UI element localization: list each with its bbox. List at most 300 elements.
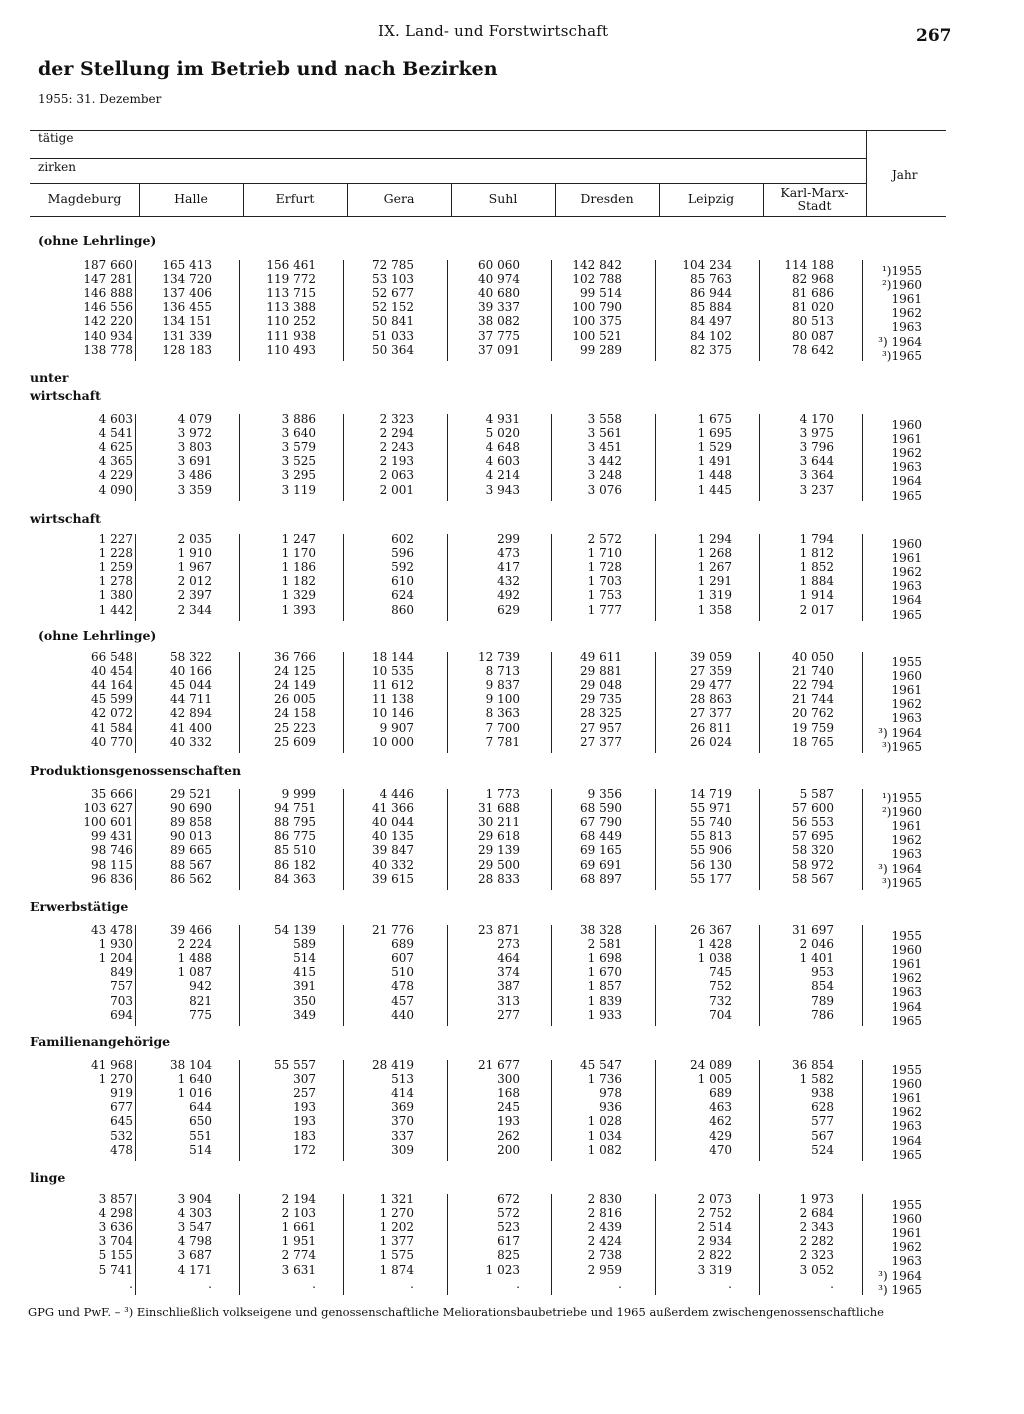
table-cell: 257 bbox=[293, 1086, 316, 1101]
year-label: 1963 bbox=[891, 711, 922, 726]
table-cell: 20 762 bbox=[792, 706, 834, 721]
table-cell: 551 bbox=[189, 1128, 212, 1143]
table-cell: 3 904 bbox=[177, 1192, 212, 1206]
year-label: 1962 bbox=[891, 833, 922, 848]
table-cell: 98 746 bbox=[91, 843, 133, 858]
table-cell: 1 773 bbox=[485, 787, 520, 801]
table-cell: 3 579 bbox=[281, 440, 316, 455]
year-label: 1961 bbox=[891, 1091, 922, 1106]
table-cell: 40 680 bbox=[478, 286, 520, 301]
table-cell: 193 bbox=[497, 1114, 520, 1129]
section-label: wirtschaft bbox=[30, 388, 101, 403]
table-cell: 1 874 bbox=[379, 1262, 414, 1277]
jahr-divider bbox=[866, 130, 867, 216]
table-cell: 81 020 bbox=[792, 300, 834, 315]
table-cell: . bbox=[830, 1276, 834, 1291]
table-cell: 19 759 bbox=[792, 720, 834, 735]
year-label: 1955 bbox=[891, 655, 922, 669]
table-cell: 2 046 bbox=[799, 937, 834, 952]
year-label: 1960 bbox=[891, 1212, 922, 1227]
table-cell: 2 063 bbox=[379, 468, 414, 483]
table-cell: 85 763 bbox=[690, 272, 732, 287]
footnote: GPG und PwF. – ³) Einschließlich volkseigene und genossenschaftliche Meliorationsbaubetriebe und 1965 außerdem zwischengenossenschaftliche bbox=[28, 1305, 884, 1319]
table-cell: 514 bbox=[293, 951, 316, 966]
year-label: 1963 bbox=[891, 1254, 922, 1269]
table-cell: 2 323 bbox=[379, 412, 414, 426]
table-cell: 29 618 bbox=[478, 829, 520, 844]
table-cell: 49 611 bbox=[580, 650, 622, 664]
table-cell: 1 228 bbox=[98, 546, 133, 561]
table-cell: 14 719 bbox=[690, 787, 732, 801]
table-cell: 84 363 bbox=[274, 871, 316, 886]
table-cell: 374 bbox=[497, 965, 520, 980]
table-cell: 978 bbox=[599, 1086, 622, 1101]
table-cell: 38 328 bbox=[580, 923, 622, 937]
table-cell: 942 bbox=[189, 979, 212, 994]
header-rule-cols bbox=[30, 183, 866, 184]
column-header: Suhl bbox=[488, 191, 518, 206]
table-cell: 532 bbox=[110, 1128, 133, 1143]
table-cell: 1 640 bbox=[177, 1072, 212, 1087]
table-cell: 137 406 bbox=[162, 286, 212, 301]
table-cell: 3 451 bbox=[587, 440, 622, 455]
table-cell: 40 770 bbox=[91, 734, 133, 749]
table-cell: 1 247 bbox=[281, 532, 316, 546]
table-cell: 3 640 bbox=[281, 426, 316, 441]
table-cell: 757 bbox=[110, 979, 133, 994]
table-cell: 4 365 bbox=[98, 454, 133, 469]
table-cell: 617 bbox=[497, 1234, 520, 1249]
table-cell: 45 547 bbox=[580, 1058, 622, 1072]
year-label: 1962 bbox=[891, 306, 922, 321]
table-cell: 100 790 bbox=[572, 300, 622, 315]
table-cell: 100 375 bbox=[572, 314, 622, 329]
table-cell: 88 795 bbox=[274, 815, 316, 830]
table-cell: 596 bbox=[391, 546, 414, 561]
table-cell: 462 bbox=[709, 1114, 732, 1129]
table-cell: 98 115 bbox=[91, 857, 133, 872]
table-cell: 524 bbox=[811, 1142, 834, 1157]
table-cell: 28 419 bbox=[372, 1058, 414, 1072]
table-cell: 821 bbox=[189, 993, 212, 1008]
table-cell: . bbox=[410, 1276, 414, 1291]
table-cell: 1 488 bbox=[177, 951, 212, 966]
table-cell: 23 871 bbox=[478, 923, 520, 937]
year-label: ³) 1965 bbox=[878, 1282, 922, 1297]
table-cell: 40 044 bbox=[372, 815, 414, 830]
page-number: 267 bbox=[916, 26, 952, 46]
table-cell: 66 548 bbox=[91, 650, 133, 664]
table-cell: 4 603 bbox=[485, 454, 520, 469]
table-cell: 42 894 bbox=[170, 706, 212, 721]
header-rule-bottom bbox=[30, 216, 946, 217]
table-cell: 1 695 bbox=[697, 426, 732, 441]
table-cell: 457 bbox=[391, 993, 414, 1008]
table-cell: 26 811 bbox=[690, 720, 732, 735]
table-cell: 12 739 bbox=[478, 650, 520, 664]
table-cell: 4 603 bbox=[98, 412, 133, 426]
table-cell: 577 bbox=[811, 1114, 834, 1129]
table-cell: 57 695 bbox=[792, 829, 834, 844]
table-cell: 24 089 bbox=[690, 1058, 732, 1072]
year-label: ¹)1955 bbox=[881, 264, 922, 278]
table-cell: 193 bbox=[293, 1114, 316, 1129]
table-cell: 689 bbox=[709, 1086, 732, 1101]
table-cell: 1 710 bbox=[587, 546, 622, 561]
table-cell: 78 642 bbox=[792, 342, 834, 357]
table-cell: 610 bbox=[391, 574, 414, 589]
table-cell: 9 837 bbox=[485, 678, 520, 693]
table-cell: 1 914 bbox=[799, 588, 834, 603]
table-cell: 4 229 bbox=[98, 468, 133, 483]
table-cell: 41 400 bbox=[170, 720, 212, 735]
table-cell: 277 bbox=[497, 1007, 520, 1022]
table-cell: 29 477 bbox=[690, 678, 732, 693]
table-cell: 677 bbox=[110, 1100, 133, 1115]
table-cell: 39 847 bbox=[372, 843, 414, 858]
table-cell: 9 100 bbox=[485, 692, 520, 707]
table-cell: 146 888 bbox=[83, 286, 133, 301]
year-label: 1965 bbox=[891, 1013, 922, 1028]
table-cell: 119 772 bbox=[266, 272, 316, 287]
table-cell: 103 627 bbox=[83, 801, 133, 816]
year-label: 1961 bbox=[891, 432, 922, 447]
table-cell: 82 968 bbox=[792, 272, 834, 287]
table-cell: 689 bbox=[391, 937, 414, 952]
table-cell: 417 bbox=[497, 560, 520, 575]
table-cell: 440 bbox=[391, 1007, 414, 1022]
year-label: ³) 1964 bbox=[878, 861, 922, 876]
table-cell: 9 999 bbox=[281, 787, 316, 801]
table-cell: 1 857 bbox=[587, 979, 622, 994]
table-cell: 1 294 bbox=[697, 532, 732, 546]
table-cell: 1 930 bbox=[98, 937, 133, 952]
column-divider bbox=[659, 183, 660, 216]
table-cell: 3 704 bbox=[98, 1234, 133, 1249]
table-cell: 1 910 bbox=[177, 546, 212, 561]
table-cell: 58 322 bbox=[170, 650, 212, 664]
year-label: 1961 bbox=[891, 292, 922, 307]
table-cell: 41 584 bbox=[91, 720, 133, 735]
table-cell: 52 677 bbox=[372, 286, 414, 301]
table-cell: 134 720 bbox=[162, 272, 212, 287]
table-cell: 89 665 bbox=[170, 843, 212, 858]
table-cell: 1 973 bbox=[799, 1192, 834, 1206]
year-label: 1961 bbox=[891, 819, 922, 834]
year-label: 1963 bbox=[891, 847, 922, 862]
table-cell: 42 072 bbox=[91, 706, 133, 721]
table-cell: 1 082 bbox=[587, 1142, 622, 1157]
table-cell: 3 248 bbox=[587, 468, 622, 483]
table-cell: 2 439 bbox=[587, 1220, 622, 1235]
year-label: 1962 bbox=[891, 565, 922, 580]
table-cell: 1 675 bbox=[697, 412, 732, 426]
year-label: ¹)1955 bbox=[881, 791, 922, 805]
table-cell: 2 572 bbox=[587, 532, 622, 546]
table-cell: 4 798 bbox=[177, 1234, 212, 1249]
table-cell: 2 323 bbox=[799, 1248, 834, 1263]
table-cell: 592 bbox=[391, 560, 414, 575]
table-cell: 1 661 bbox=[281, 1220, 316, 1235]
year-label: 1955 bbox=[891, 1063, 922, 1077]
table-cell: 102 788 bbox=[572, 272, 622, 287]
table-cell: 200 bbox=[497, 1142, 520, 1157]
year-label: ³)1965 bbox=[881, 348, 922, 363]
table-cell: 100 601 bbox=[83, 815, 133, 830]
year-label: 1962 bbox=[891, 697, 922, 712]
table-cell: 111 938 bbox=[266, 328, 316, 343]
table-cell: 28 863 bbox=[690, 692, 732, 707]
table-cell: 5 155 bbox=[98, 1248, 133, 1263]
table-cell: 1 329 bbox=[281, 588, 316, 603]
table-cell: 4 079 bbox=[177, 412, 212, 426]
table-cell: . bbox=[208, 1276, 212, 1291]
table-cell: 45 599 bbox=[91, 692, 133, 707]
table-cell: 775 bbox=[189, 1007, 212, 1022]
table-cell: 825 bbox=[497, 1248, 520, 1263]
table-cell: 128 183 bbox=[162, 342, 212, 357]
table-cell: 25 609 bbox=[274, 734, 316, 749]
table-cell: 86 944 bbox=[690, 286, 732, 301]
table-cell: 1 186 bbox=[281, 560, 316, 575]
table-cell: 68 590 bbox=[580, 801, 622, 816]
table-cell: 1 401 bbox=[799, 951, 834, 966]
table-cell: 30 211 bbox=[478, 815, 520, 830]
table-cell: 55 813 bbox=[690, 829, 732, 844]
table-cell: 704 bbox=[709, 1007, 732, 1022]
table-cell: 313 bbox=[497, 993, 520, 1008]
table-cell: 2 738 bbox=[587, 1248, 622, 1263]
table-cell: 41 968 bbox=[91, 1058, 133, 1072]
table-cell: 165 413 bbox=[162, 258, 212, 272]
table-cell: 10 146 bbox=[372, 706, 414, 721]
table-cell: 1 884 bbox=[799, 574, 834, 589]
table-cell: 1 491 bbox=[697, 454, 732, 469]
table-cell: 369 bbox=[391, 1100, 414, 1115]
table-cell: 1 967 bbox=[177, 560, 212, 575]
chapter-title: IX. Land- und Forstwirtschaft bbox=[378, 22, 609, 40]
table-cell: 602 bbox=[391, 532, 414, 546]
table-cell: 54 139 bbox=[274, 923, 316, 937]
section-label: Erwerbstätige bbox=[30, 899, 129, 914]
table-cell: 349 bbox=[293, 1007, 316, 1022]
table-cell: 21 677 bbox=[478, 1058, 520, 1072]
table-cell: 1 267 bbox=[697, 560, 732, 575]
table-cell: 29 139 bbox=[478, 843, 520, 858]
year-label: 1960 bbox=[891, 943, 922, 958]
table-cell: 1 034 bbox=[587, 1128, 622, 1143]
table-cell: 58 320 bbox=[792, 843, 834, 858]
table-cell: 1 448 bbox=[697, 468, 732, 483]
table-cell: 2 752 bbox=[697, 1206, 732, 1221]
table-cell: 4 446 bbox=[379, 787, 414, 801]
table-cell: 41 366 bbox=[372, 801, 414, 816]
table-cell: 938 bbox=[811, 1086, 834, 1101]
year-label: 1960 bbox=[891, 418, 922, 432]
table-cell: 3 631 bbox=[281, 1262, 316, 1277]
table-cell: 1 038 bbox=[697, 951, 732, 966]
column-divider bbox=[347, 183, 348, 216]
year-label: 1964 bbox=[891, 593, 922, 608]
table-cell: 82 375 bbox=[690, 342, 732, 357]
table-cell: 2 103 bbox=[281, 1206, 316, 1221]
table-cell: 138 778 bbox=[83, 342, 133, 357]
table-cell: . bbox=[129, 1276, 133, 1291]
table-cell: 262 bbox=[497, 1128, 520, 1143]
table-cell: 3 486 bbox=[177, 468, 212, 483]
table-cell: 40 332 bbox=[170, 734, 212, 749]
column-header: Magdeburg bbox=[47, 191, 122, 206]
table-cell: 55 906 bbox=[690, 843, 732, 858]
table-cell: 29 500 bbox=[478, 857, 520, 872]
table-cell: 3 796 bbox=[799, 440, 834, 455]
table-cell: 2 514 bbox=[697, 1220, 732, 1235]
head-row-2: zirken bbox=[38, 160, 76, 174]
table-cell: 492 bbox=[497, 588, 520, 603]
table-cell: 1 777 bbox=[587, 602, 622, 617]
table-cell: 672 bbox=[497, 1192, 520, 1206]
table-cell: 1 377 bbox=[379, 1234, 414, 1249]
table-cell: 3 119 bbox=[281, 482, 316, 497]
year-label: 1963 bbox=[891, 320, 922, 335]
table-cell: 3 972 bbox=[177, 426, 212, 441]
table-cell: 1 933 bbox=[587, 1007, 622, 1022]
table-cell: 2 193 bbox=[379, 454, 414, 469]
table-cell: 1 170 bbox=[281, 546, 316, 561]
table-cell: 10 535 bbox=[372, 664, 414, 679]
table-cell: 110 252 bbox=[266, 314, 316, 329]
table-cell: 29 881 bbox=[580, 664, 622, 679]
table-cell: 51 033 bbox=[372, 328, 414, 343]
table-cell: 1 028 bbox=[587, 1114, 622, 1129]
year-label: 1961 bbox=[891, 551, 922, 566]
table-cell: 40 135 bbox=[372, 829, 414, 844]
table-cell: 50 841 bbox=[372, 314, 414, 329]
table-cell: 3 943 bbox=[485, 482, 520, 497]
table-cell: 1 227 bbox=[98, 532, 133, 546]
table-cell: 4 090 bbox=[98, 482, 133, 497]
year-label: 1955 bbox=[891, 929, 922, 943]
table-cell: 3 359 bbox=[177, 482, 212, 497]
table-cell: 3 076 bbox=[587, 482, 622, 497]
table-cell: 1 291 bbox=[697, 574, 732, 589]
section-label: Familienangehörige bbox=[30, 1034, 171, 1049]
table-cell: 3 687 bbox=[177, 1248, 212, 1263]
year-label: 1961 bbox=[891, 683, 922, 698]
table-cell: 142 842 bbox=[572, 258, 622, 272]
table-cell: 114 188 bbox=[784, 258, 834, 272]
table-cell: 1 270 bbox=[379, 1206, 414, 1221]
table-cell: 72 785 bbox=[372, 258, 414, 272]
table-cell: 1 202 bbox=[379, 1220, 414, 1235]
table-subtitle: 1955: 31. Dezember bbox=[38, 92, 162, 106]
table-cell: 5 587 bbox=[799, 787, 834, 801]
table-cell: 510 bbox=[391, 965, 414, 980]
table-cell: 55 557 bbox=[274, 1058, 316, 1072]
table-cell: . bbox=[516, 1276, 520, 1291]
table-cell: 88 567 bbox=[170, 857, 212, 872]
table-cell: 3 052 bbox=[799, 1262, 834, 1277]
table-cell: 24 149 bbox=[274, 678, 316, 693]
table-cell: 3 319 bbox=[697, 1262, 732, 1277]
year-label: ³) 1964 bbox=[878, 725, 922, 740]
table-cell: 24 125 bbox=[274, 664, 316, 679]
table-cell: 40 332 bbox=[372, 857, 414, 872]
table-cell: 2 194 bbox=[281, 1192, 316, 1206]
table-cell: 81 686 bbox=[792, 286, 834, 301]
table-cell: 2 073 bbox=[697, 1192, 732, 1206]
column-header: Gera bbox=[383, 191, 415, 206]
table-cell: 26 367 bbox=[690, 923, 732, 937]
section-label: linge bbox=[30, 1170, 66, 1185]
table-cell: 86 182 bbox=[274, 857, 316, 872]
table-cell: 1 703 bbox=[587, 574, 622, 589]
table-cell: 2 017 bbox=[799, 602, 834, 617]
table-cell: 1 812 bbox=[799, 546, 834, 561]
table-cell: 84 497 bbox=[690, 314, 732, 329]
table-cell: 187 660 bbox=[83, 258, 133, 272]
table-cell: 84 102 bbox=[690, 328, 732, 343]
table-cell: 85 510 bbox=[274, 843, 316, 858]
year-label: 1964 bbox=[891, 474, 922, 489]
table-cell: 299 bbox=[497, 532, 520, 546]
table-cell: 36 766 bbox=[274, 650, 316, 664]
table-cell: 2 397 bbox=[177, 588, 212, 603]
year-label: 1962 bbox=[891, 1105, 922, 1120]
table-cell: 140 934 bbox=[83, 328, 133, 343]
table-cell: 1 839 bbox=[587, 993, 622, 1008]
table-cell: 21 776 bbox=[372, 923, 414, 937]
table-cell: 4 171 bbox=[177, 1262, 212, 1277]
table-cell: 8 713 bbox=[485, 664, 520, 679]
table-cell: 2 934 bbox=[697, 1234, 732, 1249]
table-cell: 3 691 bbox=[177, 454, 212, 469]
table-cell: 732 bbox=[709, 993, 732, 1008]
table-cell: 860 bbox=[391, 602, 414, 617]
table-cell: 4 625 bbox=[98, 440, 133, 455]
year-label: 1961 bbox=[891, 957, 922, 972]
column-header: Erfurt bbox=[275, 191, 315, 206]
table-cell: 514 bbox=[189, 1142, 212, 1157]
table-cell: 94 751 bbox=[274, 801, 316, 816]
table-cell: 3 636 bbox=[98, 1220, 133, 1235]
year-label: 1960 bbox=[891, 1077, 922, 1092]
table-cell: 86 562 bbox=[170, 871, 212, 886]
table-cell: 2 816 bbox=[587, 1206, 622, 1221]
table-cell: 80 513 bbox=[792, 314, 834, 329]
table-cell: 1 259 bbox=[98, 560, 133, 575]
table-cell: 1 753 bbox=[587, 588, 622, 603]
table-cell: 99 431 bbox=[91, 829, 133, 844]
table-cell: 387 bbox=[497, 979, 520, 994]
table-cell: 27 377 bbox=[690, 706, 732, 721]
year-label: 1963 bbox=[891, 460, 922, 475]
table-cell: 470 bbox=[709, 1142, 732, 1157]
table-cell: 89 858 bbox=[170, 815, 212, 830]
table-cell: 39 337 bbox=[478, 300, 520, 315]
table-cell: 1 575 bbox=[379, 1248, 414, 1263]
table-cell: 4 214 bbox=[485, 468, 520, 483]
column-divider bbox=[555, 183, 556, 216]
table-cell: 309 bbox=[391, 1142, 414, 1157]
jahr-header: Jahr bbox=[892, 168, 918, 182]
table-cell: 589 bbox=[293, 937, 316, 952]
table-cell: 1 852 bbox=[799, 560, 834, 575]
table-cell: 1 951 bbox=[281, 1234, 316, 1249]
table-cell: 57 600 bbox=[792, 801, 834, 816]
table-cell: 40 974 bbox=[478, 272, 520, 287]
table-cell: 1 794 bbox=[799, 532, 834, 546]
